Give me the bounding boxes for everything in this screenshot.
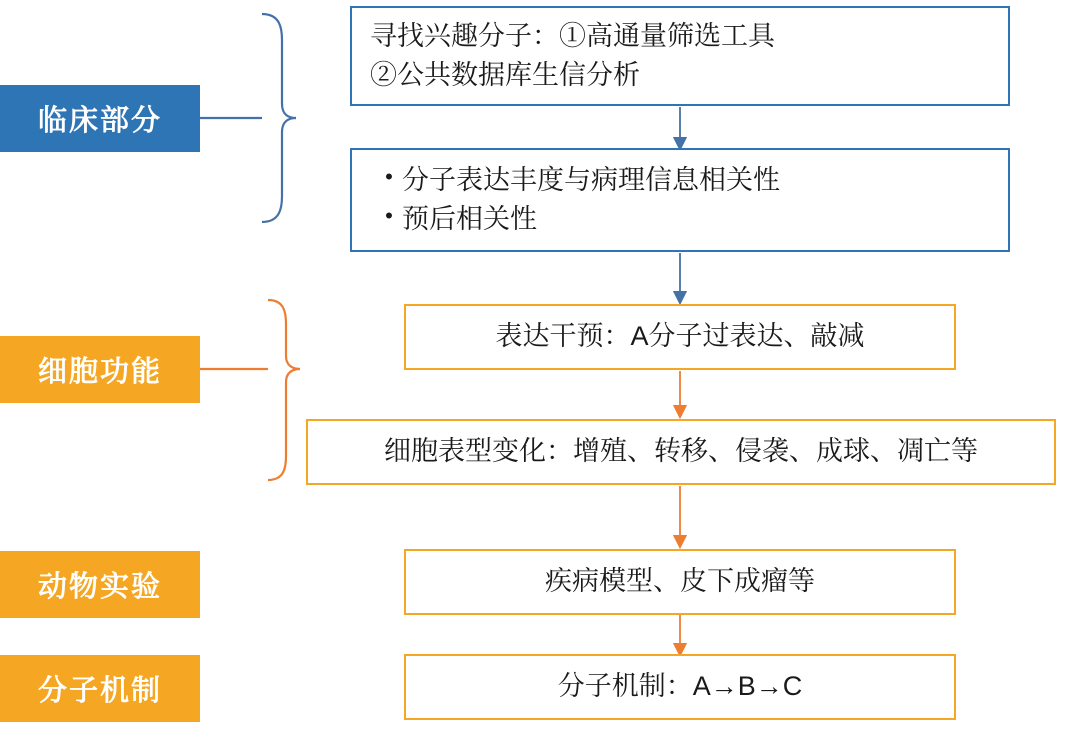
- bracket-cell-function: [200, 300, 300, 480]
- box-line: 寻找兴趣分子：①高通量筛选工具: [370, 20, 775, 51]
- category-label-text: 细胞功能: [37, 356, 162, 388]
- box-line: 预后相关性: [402, 204, 537, 234]
- category-label-molecular-mechanism: [0, 655, 200, 722]
- box-animal-model: [404, 549, 956, 615]
- box-line: ②公共数据库生信分析: [370, 60, 640, 90]
- box-line: 分子机制：A→B→C: [557, 671, 803, 702]
- bullet-icon: •: [385, 163, 393, 189]
- category-label-text: 动物实验: [37, 571, 162, 603]
- category-label-animal-experiment: [0, 551, 200, 618]
- category-label-clinical: [0, 85, 200, 152]
- box-bullet-item: [376, 161, 780, 200]
- box-screening: [350, 6, 1010, 106]
- bracket-clinical: [200, 14, 296, 222]
- category-label-cell-function: [0, 336, 200, 403]
- box-expression-intervention: [404, 304, 956, 370]
- box-line: 细胞表型变化：增殖、转移、侵袭、成球、凋亡等: [384, 436, 978, 467]
- category-label-text: 临床部分: [37, 105, 162, 137]
- box-bullet-item: [376, 200, 537, 239]
- box-line: 分子表达丰度与病理信息相关性: [402, 164, 780, 195]
- box-line: 表达干预：A分子过表达、敲减: [495, 321, 865, 352]
- box-correlation: [350, 148, 1010, 252]
- category-label-text: 分子机制: [37, 675, 162, 707]
- box-phenotype-change: [306, 419, 1056, 485]
- bullet-icon: •: [385, 203, 393, 228]
- box-line: 疾病模型、皮下成瘤等: [545, 566, 815, 597]
- box-mechanism: [404, 654, 956, 720]
